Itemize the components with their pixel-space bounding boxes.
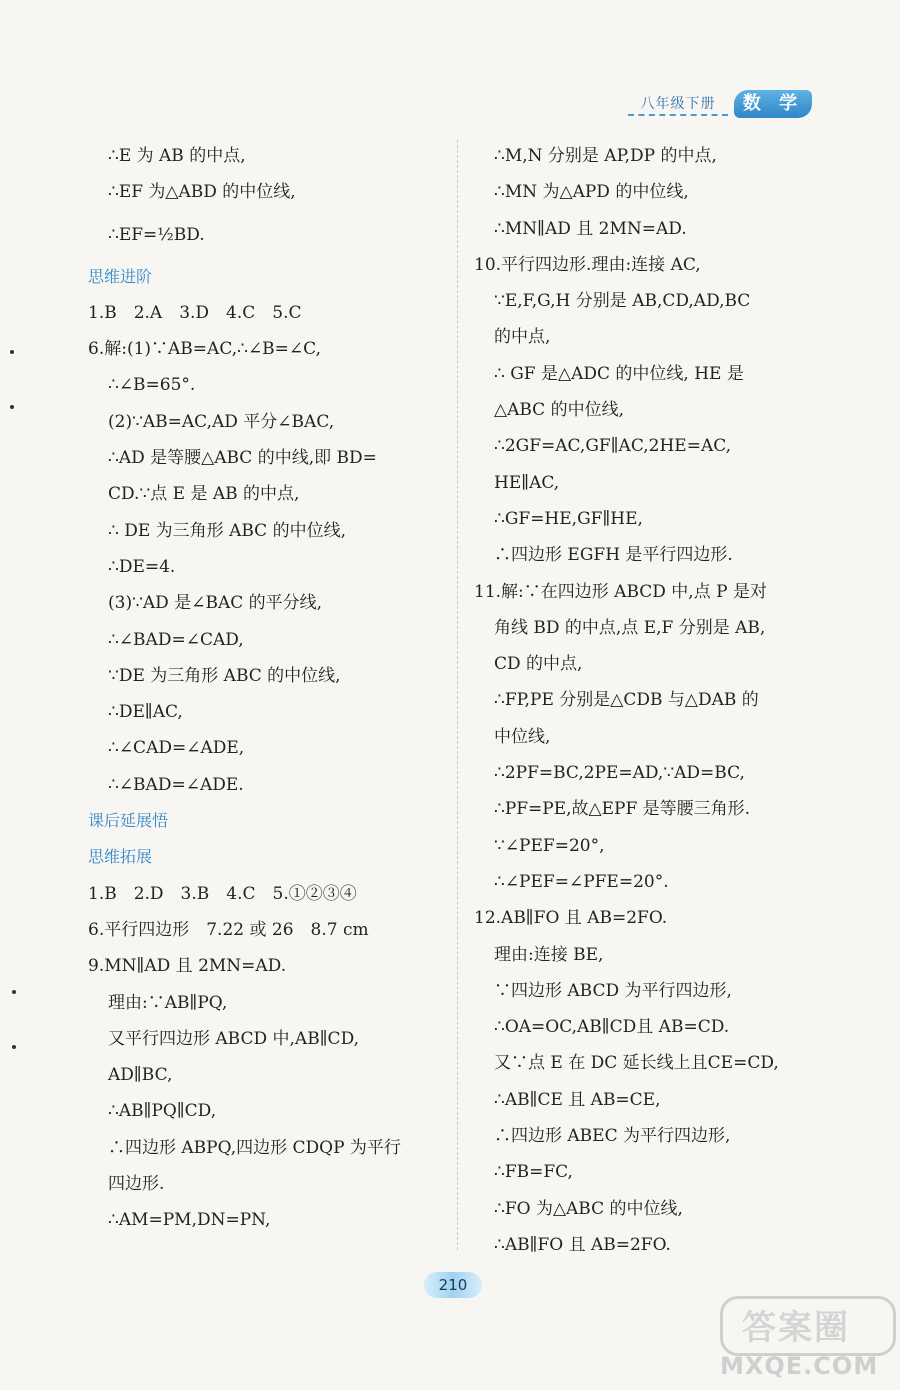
answer-line: ∴2GF=AC,GF∥AC,2HE=AC, bbox=[494, 436, 732, 457]
answer-line: ∴MN∥AD 且 2MN=AD. bbox=[494, 218, 687, 239]
watermark-text: 答案圈 bbox=[742, 1308, 850, 1348]
answer-line: (2)∵AB=AC,AD 平分∠BAC, bbox=[108, 411, 335, 432]
answer-line: ∵DE 为三角形 ABC 的中位线, bbox=[108, 665, 341, 686]
answer-line: ∴2PF=BC,2PE=AD,∵AD=BC, bbox=[494, 763, 745, 784]
answer-line: △ABC 的中位线, bbox=[494, 400, 624, 421]
answer-line: 1.B 2.D 3.B 4.C 5.①②③④ bbox=[88, 883, 357, 904]
answer-line: ∴ DE 为三角形 ABC 的中位线, bbox=[108, 520, 346, 541]
answer-line: ∵四边形 ABCD 为平行四边形, bbox=[494, 980, 732, 1001]
answer-line: ∴四边形 ABEC 为平行四边形, bbox=[494, 1126, 731, 1147]
answer-line: ∴四边形 ABPQ,四边形 CDQP 为平行 bbox=[108, 1137, 401, 1158]
answer-line: ∴四边形 EGFH 是平行四边形. bbox=[494, 545, 733, 566]
grade-label: 八年级下册 bbox=[640, 96, 716, 112]
answer-line: ∴GF=HE,GF∥HE, bbox=[494, 508, 643, 529]
answer-line: ∴EF=½BD. bbox=[108, 224, 205, 245]
answer-line: ∴ GF 是△ADC 的中位线, HE 是 bbox=[494, 363, 744, 384]
answer-line: 6.平行四边形 7.22 或 26 8.7 cm bbox=[88, 919, 369, 940]
answer-line: AD∥BC, bbox=[108, 1065, 173, 1086]
answer-line: 中位线, bbox=[494, 726, 551, 747]
answer-line: ∴AB∥CE 且 AB=CE, bbox=[494, 1089, 661, 1110]
answer-line: 6.解:(1)∵AB=AC,∴∠B=∠C, bbox=[88, 339, 321, 360]
answer-line: ∴MN 为△APD 的中位线, bbox=[494, 182, 689, 203]
answer-line: ∴FP,PE 分别是△CDB 与△DAB 的 bbox=[494, 690, 759, 711]
answer-line: ∴EF 为△ABD 的中位线, bbox=[108, 182, 296, 203]
answer-line: ∴OA=OC,AB∥CD且 AB=CD. bbox=[494, 1017, 730, 1038]
answer-line: ∴DE∥AC, bbox=[108, 702, 183, 723]
answer-line: CD.∵点 E 是 AB 的中点, bbox=[108, 484, 300, 505]
answer-line: ∴AB∥FO 且 AB=2FO. bbox=[494, 1234, 671, 1255]
answer-line: ∴∠BAD=∠ADE. bbox=[108, 774, 244, 795]
answer-line: ∴AM=PM,DN=PN, bbox=[108, 1210, 271, 1231]
section-heading: 思维进阶 bbox=[88, 266, 153, 286]
margin-dot bbox=[10, 405, 14, 409]
answer-line: ∴∠BAD=∠CAD, bbox=[108, 629, 244, 650]
answer-line: 10.平行四边形.理由:连接 AC, bbox=[474, 254, 701, 275]
answer-line: CD 的中点, bbox=[494, 654, 583, 675]
page-number: 210 bbox=[424, 1272, 482, 1298]
answer-line: 又平行四边形 ABCD 中,AB∥CD, bbox=[108, 1028, 359, 1049]
answer-line: ∴∠PEF=∠PFE=20°. bbox=[494, 871, 669, 892]
answer-line: ∴DE=4. bbox=[108, 556, 176, 577]
answer-line: 理由:∵AB∥PQ, bbox=[108, 992, 228, 1013]
answer-line: 12.AB∥FO 且 AB=2FO. bbox=[474, 908, 668, 929]
answer-line: ∴AD 是等腰△ABC 的中线,即 BD= bbox=[108, 448, 377, 469]
answer-line: ∵∠PEF=20°, bbox=[494, 835, 605, 856]
margin-dot bbox=[12, 1045, 16, 1049]
margin-dot bbox=[12, 990, 16, 994]
answer-line: ∵E,F,G,H 分别是 AB,CD,AD,BC bbox=[494, 291, 751, 312]
subject-badge: 数 学 bbox=[734, 90, 812, 118]
answer-line: 四边形. bbox=[108, 1174, 165, 1195]
answer-line: ∴∠CAD=∠ADE, bbox=[108, 738, 245, 759]
answer-line: ∴FB=FC, bbox=[494, 1162, 573, 1183]
answer-line: 理由:连接 BE, bbox=[494, 944, 604, 965]
left-column bbox=[88, 138, 448, 1239]
answer-line: ∴M,N 分别是 AP,DP 的中点, bbox=[494, 146, 717, 166]
answer-line: ∴E 为 AB 的中点, bbox=[108, 146, 246, 166]
answer-line: ∴∠B=65°. bbox=[108, 375, 196, 396]
answer-line: 11.解:∵在四边形 ABCD 中,点 P 是对 bbox=[474, 581, 767, 602]
header-underline bbox=[628, 114, 728, 116]
section-heading: 思维拓展 bbox=[88, 847, 153, 867]
answer-line: 1.B 2.A 3.D 4.C 5.C bbox=[88, 302, 302, 323]
section-heading: 课后延展悟 bbox=[88, 811, 169, 831]
answer-line: HE∥AC, bbox=[494, 472, 560, 493]
answer-line: 角线 BD 的中点,点 E,F 分别是 AB, bbox=[494, 617, 766, 638]
column-divider bbox=[457, 140, 458, 1250]
answer-line: 又∵点 E 在 DC 延长线上且CE=CD, bbox=[494, 1053, 779, 1074]
answer-line: 的中点, bbox=[494, 327, 551, 348]
answer-line: ∴AB∥PQ∥CD, bbox=[108, 1101, 217, 1122]
answer-line: 9.MN∥AD 且 2MN=AD. bbox=[88, 956, 287, 977]
answer-line: (3)∵AD 是∠BAC 的平分线, bbox=[108, 593, 323, 614]
right-column bbox=[474, 138, 834, 1263]
answer-line: ∴PF=PE,故△EPF 是等腰三角形. bbox=[494, 799, 751, 820]
margin-dot bbox=[10, 350, 14, 354]
answer-line: ∴FO 为△ABC 的中位线, bbox=[494, 1198, 683, 1219]
watermark-url: MXQE.COM bbox=[720, 1352, 879, 1380]
